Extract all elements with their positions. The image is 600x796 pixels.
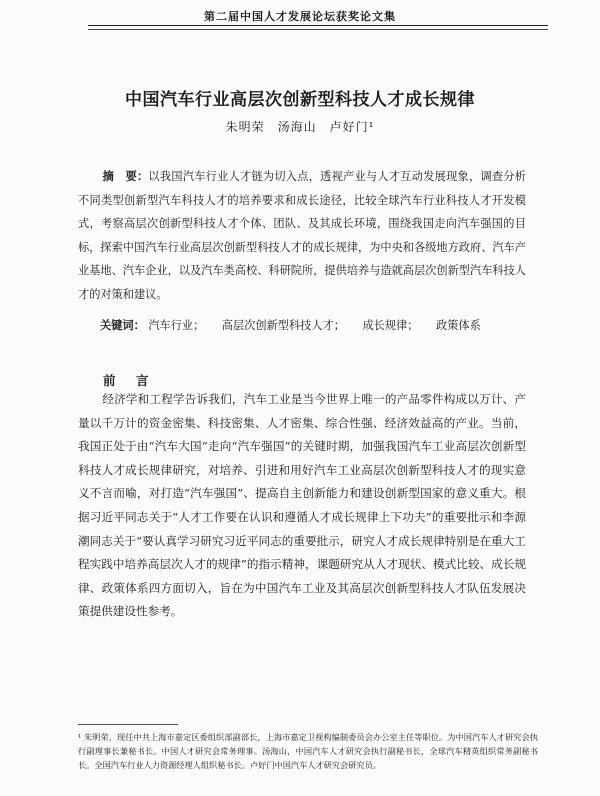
footnote: ¹ 朱明荣，现任中共上海市嘉定区委组织部副部长，上海市嘉定卫视构编制委员会办公室主任等职位。为中国汽车人才研究会执行副理事长兼秘书长。中国人才研究会常务理事。汤海山，中国汽车人才研究会执行副秘书长，全球汽车精英组织常务副秘书长。全国汽车行业人力资源经理人组织秘书长。卢好门中国汽车人才研究会研究员。 (78, 732, 538, 770)
keywords (100, 315, 520, 336)
running-header (0, 0, 600, 40)
keyword-item: 政策体系 (436, 319, 481, 332)
footnote-rule (78, 724, 178, 725)
header-rule-thin (88, 29, 548, 30)
article-title: 中国汽车行业高层次创新型科技人才成长规律 (125, 90, 475, 110)
article-authors: 朱明荣 汤海山 卢好门¹ (225, 120, 375, 134)
abstract (78, 165, 526, 307)
abstract-text: 以我国汽车行业人才链为切入点，透视产业与人才互动发展现象，调查分析不同类型创新型汽车科技人才的培养要求和成长途径，比较全球汽车行业科技人才开发模式，考察高层次创新型科技人才个体、团队、及其成长环境，围绕我国走向汽车强国的目标，探索中国汽车行业高层次创新型科技人才的成长规律，为中央和各级地方政府、汽车产业基地、汽车企业，以及汽车类高校、科研院所，提供培养与造就高层次创新型汽车科技人才的对策和建议。 (78, 170, 526, 301)
keyword-item: 高层次创新型科技人才； (221, 319, 345, 332)
keywords-label: 关键词： (100, 318, 145, 332)
keyword-item: 成长规律； (362, 319, 419, 332)
header-rule (88, 25, 548, 26)
abstract-label: 摘 要： (102, 169, 149, 183)
keyword-item: 汽车行业； (148, 319, 205, 332)
preface-paragraph: 经济学和工程学告诉我们，汽车工业是当今世界上唯一的产品零件构成以万计、产量以千万计的资金密集、科技密集、人才密集、综合性强、经济效益高的产业。当前，我国正处于由“汽车大国”走向“汽车强国”的关键时期，加强我国汽车工业高层次创新型科技人才成长规律研究，对培养、引进和用好汽车工业高层次创新型科技人才的现实意义不言而喻，对打造“汽车强国”、提高自主创新能力和建设创新型国家的意义重大。根据习近平同志关于“人才工作要在认识和遵循人才成长规律上下功夫”的重要批示和李源潮同志关于“要认真学习研究习近平同志的重要批示，研究人才成长规律特别是在重大工程实践中培养高层次人才的规律”的指示精神，课题研究从人才现状、模式比较、成长规律、政策体系四方面切入，旨在为中国汽车工业及其高层次创新型科技人才队伍发展决策提供建设性参考。 (78, 392, 526, 619)
running-title: 第二届中国人才发展论坛获奖论文集 (204, 10, 396, 23)
section-heading-preface: 前 言 (103, 373, 153, 388)
